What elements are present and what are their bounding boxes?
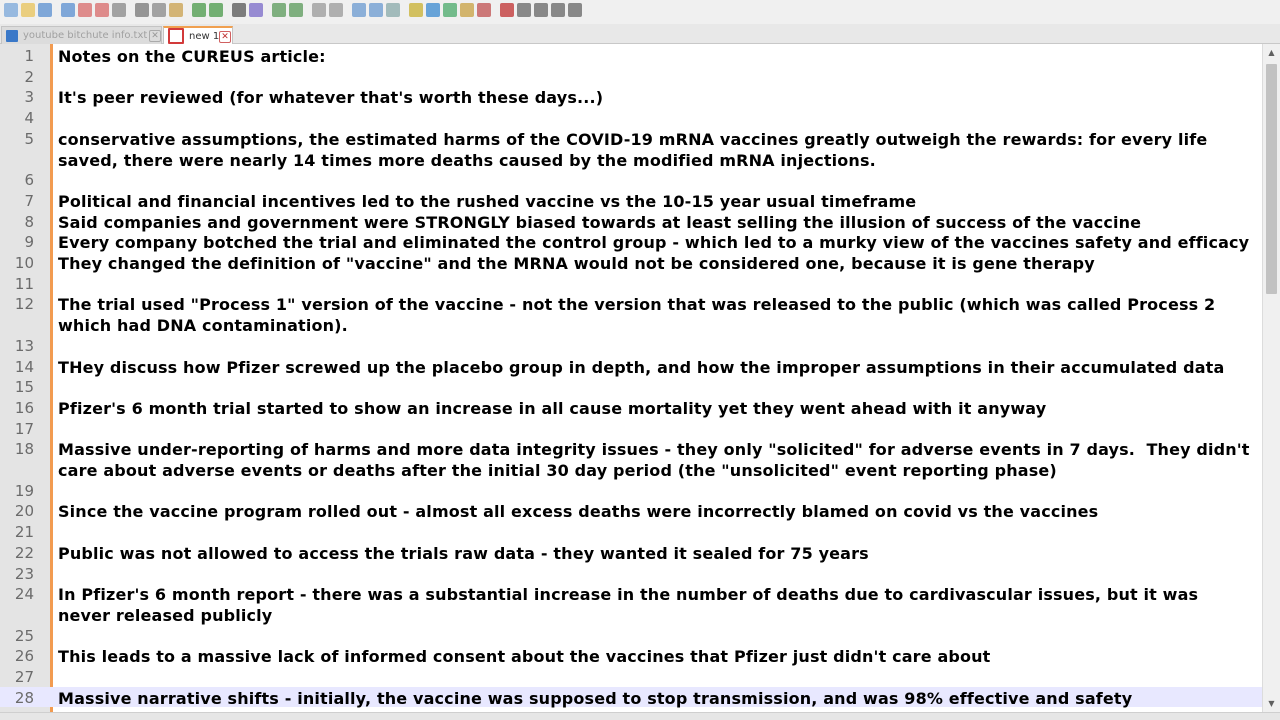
line-text[interactable]: Political and financial incentives led to the rushed vaccine vs the 10-15 year usual timeframe bbox=[58, 191, 917, 211]
tab-new-1[interactable] bbox=[163, 26, 233, 44]
line-text[interactable]: Since the vaccine program rolled out - almost all excess deaths were incorrectly blamed on covid vs the vaccines bbox=[58, 502, 1099, 522]
monitoring-icon[interactable] bbox=[477, 3, 491, 17]
line-number: 16 bbox=[14, 398, 34, 417]
line-number: 5 bbox=[24, 129, 34, 148]
close-all-icon[interactable] bbox=[95, 3, 109, 17]
tab-youtube-bitchute-info[interactable] bbox=[1, 26, 162, 44]
undo-icon[interactable] bbox=[192, 3, 206, 17]
editor-line[interactable] bbox=[0, 480, 1262, 501]
editor-line[interactable] bbox=[0, 169, 1262, 190]
editor-line[interactable] bbox=[0, 107, 1262, 128]
close-tab-icon[interactable]: ✕ bbox=[219, 31, 231, 43]
editor-line[interactable] bbox=[0, 252, 1262, 273]
line-text[interactable]: Said companies and government were STRONGLY biased towards at least selling the illusion of success of the vaccine bbox=[58, 212, 1142, 232]
user-language-icon[interactable] bbox=[409, 3, 423, 17]
find-icon[interactable] bbox=[232, 3, 246, 17]
editor-line[interactable] bbox=[0, 687, 1262, 708]
editor-line[interactable] bbox=[0, 376, 1262, 397]
line-number: 1 bbox=[24, 47, 34, 65]
line-number: 11 bbox=[14, 274, 34, 293]
zoom-in-icon[interactable] bbox=[272, 3, 286, 17]
scrollbar-thumb[interactable] bbox=[1266, 64, 1277, 294]
line-number: 9 bbox=[24, 233, 34, 252]
editor-line[interactable] bbox=[0, 583, 1262, 624]
editor-line[interactable] bbox=[0, 273, 1262, 294]
editor-line[interactable] bbox=[0, 190, 1262, 211]
folder-workspace-icon[interactable] bbox=[460, 3, 474, 17]
function-list-icon[interactable] bbox=[443, 3, 457, 17]
line-number: 27 bbox=[14, 668, 34, 686]
status-bar bbox=[0, 712, 1280, 720]
saved-file-icon bbox=[6, 30, 18, 42]
line-number: 13 bbox=[14, 336, 34, 355]
save-icon[interactable] bbox=[38, 3, 52, 17]
editor-line[interactable] bbox=[0, 335, 1262, 356]
editor-line[interactable] bbox=[0, 418, 1262, 439]
run-macro-multiple-icon[interactable] bbox=[551, 3, 565, 17]
line-text[interactable]: Every company botched the trial and eliminated the control group - which led to a murky view of the vaccines safety and efficacy bbox=[58, 233, 1250, 253]
doc-map-icon[interactable] bbox=[426, 3, 440, 17]
line-number: 24 bbox=[14, 585, 34, 604]
editor-line[interactable] bbox=[0, 66, 1262, 87]
record-macro-icon[interactable] bbox=[500, 3, 514, 17]
line-text[interactable]: THey discuss how Pfizer screwed up the placebo group in depth, and how the improper assumptions in their accumulated data bbox=[58, 357, 1225, 377]
close-tab-icon[interactable]: ✕ bbox=[149, 30, 161, 42]
line-number: 4 bbox=[24, 109, 34, 128]
line-number: 18 bbox=[14, 440, 34, 459]
tab-label: youtube bitchute info.txt bbox=[23, 30, 148, 41]
editor-line[interactable] bbox=[0, 666, 1262, 687]
line-number: 21 bbox=[14, 523, 34, 542]
scroll-down-icon[interactable]: ▼ bbox=[1268, 699, 1275, 708]
editor-line[interactable] bbox=[0, 625, 1262, 646]
line-text[interactable]: Massive under-reporting of harms and more data integrity issues - they only "solicited" for adverse events in 7 days. They didn't care about adverse events or deaths after the initial 30 day period (the "unsolicited" event reporting phase) bbox=[58, 440, 1256, 480]
tab-bar bbox=[0, 24, 1280, 44]
scroll-up-icon[interactable]: ▲ bbox=[1268, 48, 1275, 57]
editor-line[interactable] bbox=[0, 563, 1262, 584]
line-text[interactable]: Massive narrative shifts - initially, the vaccine was supposed to stop transmission, and was 98% effective and safety bbox=[58, 688, 1133, 708]
editor-line[interactable] bbox=[0, 356, 1262, 377]
line-number: 22 bbox=[14, 543, 34, 562]
editor-line[interactable] bbox=[0, 438, 1262, 479]
tab-label: new 1 bbox=[189, 30, 220, 42]
line-text[interactable]: It's peer reviewed (for whatever that's worth these days...) bbox=[58, 88, 604, 108]
editor-line[interactable] bbox=[0, 128, 1262, 169]
line-number: 17 bbox=[14, 419, 34, 438]
editor-line[interactable] bbox=[0, 521, 1262, 542]
line-number: 28 bbox=[14, 688, 34, 707]
editor-line[interactable] bbox=[0, 293, 1262, 334]
play-macro-icon[interactable] bbox=[534, 3, 548, 17]
word-wrap-icon[interactable] bbox=[352, 3, 366, 17]
sync-horizontal-icon[interactable] bbox=[329, 3, 343, 17]
line-text[interactable]: In Pfizer's 6 month report - there was a substantial increase in the number of deaths due to cardivascular issues, but it was never released publicly bbox=[58, 585, 1204, 625]
toolbar bbox=[0, 0, 1280, 20]
save-macro-icon[interactable] bbox=[568, 3, 582, 17]
open-file-icon[interactable] bbox=[21, 3, 35, 17]
editor-line[interactable] bbox=[0, 645, 1262, 666]
line-number: 12 bbox=[14, 295, 34, 314]
stop-record-icon[interactable] bbox=[517, 3, 531, 17]
line-number: 15 bbox=[14, 378, 34, 397]
line-number: 6 bbox=[24, 171, 34, 190]
line-number: 7 bbox=[24, 191, 34, 210]
redo-icon[interactable] bbox=[209, 3, 223, 17]
sync-vertical-icon[interactable] bbox=[312, 3, 326, 17]
line-number: 2 bbox=[24, 67, 34, 86]
line-text[interactable]: This leads to a massive lack of informed consent about the vaccines that Pfizer just didn't care about bbox=[58, 647, 991, 667]
cut-icon[interactable] bbox=[135, 3, 149, 17]
editor-line[interactable] bbox=[0, 231, 1262, 252]
line-number: 14 bbox=[14, 357, 34, 376]
line-number: 10 bbox=[14, 254, 34, 272]
print-icon[interactable] bbox=[112, 3, 126, 17]
editor-line[interactable] bbox=[0, 211, 1262, 232]
line-text[interactable]: Pfizer's 6 month trial started to show an increase in all cause mortality yet they went ahead with it anyway bbox=[58, 398, 1047, 418]
vertical-scrollbar[interactable] bbox=[1262, 44, 1280, 712]
line-number: 19 bbox=[14, 481, 34, 500]
editor-line[interactable] bbox=[0, 542, 1262, 563]
line-number: 3 bbox=[24, 88, 34, 107]
line-text[interactable]: They changed the definition of "vaccine" and the MRNA would not be considered one, because it is gene therapy bbox=[58, 254, 1095, 273]
paste-icon[interactable] bbox=[169, 3, 183, 17]
editor-line[interactable] bbox=[0, 45, 1262, 66]
save-all-icon[interactable] bbox=[61, 3, 75, 17]
indent-guide-icon[interactable] bbox=[386, 3, 400, 17]
editor-area[interactable] bbox=[0, 44, 1280, 712]
line-number: 8 bbox=[24, 212, 34, 231]
editor-line[interactable] bbox=[0, 500, 1262, 521]
line-number: 25 bbox=[14, 626, 34, 645]
line-text[interactable]: The trial used "Process 1" version of the vaccine - not the version that was released to the public (which was called Process 2 which had DNA contamination). bbox=[58, 295, 1222, 336]
line-text[interactable]: Notes on the CUREUS article: bbox=[58, 47, 326, 66]
line-text[interactable]: conservative assumptions, the estimated harms of the COVID-19 mRNA vaccines greatly outweigh the rewards: for every life saved, there were nearly 14 times more deaths caused by the modified mRNA injections. bbox=[58, 129, 1214, 170]
show-all-chars-icon[interactable] bbox=[369, 3, 383, 17]
unsaved-file-icon bbox=[168, 28, 184, 44]
line-number: 26 bbox=[14, 647, 34, 666]
copy-icon[interactable] bbox=[152, 3, 166, 17]
replace-icon[interactable] bbox=[249, 3, 263, 17]
zoom-out-icon[interactable] bbox=[289, 3, 303, 17]
line-text[interactable]: Public was not allowed to access the trials raw data - they wanted it sealed for 75 years bbox=[58, 543, 869, 563]
editor-line[interactable] bbox=[0, 397, 1262, 418]
close-icon[interactable] bbox=[78, 3, 92, 17]
line-number: 23 bbox=[14, 564, 34, 583]
line-number: 20 bbox=[14, 502, 34, 521]
new-file-icon[interactable] bbox=[4, 3, 18, 17]
editor-line[interactable] bbox=[0, 86, 1262, 107]
